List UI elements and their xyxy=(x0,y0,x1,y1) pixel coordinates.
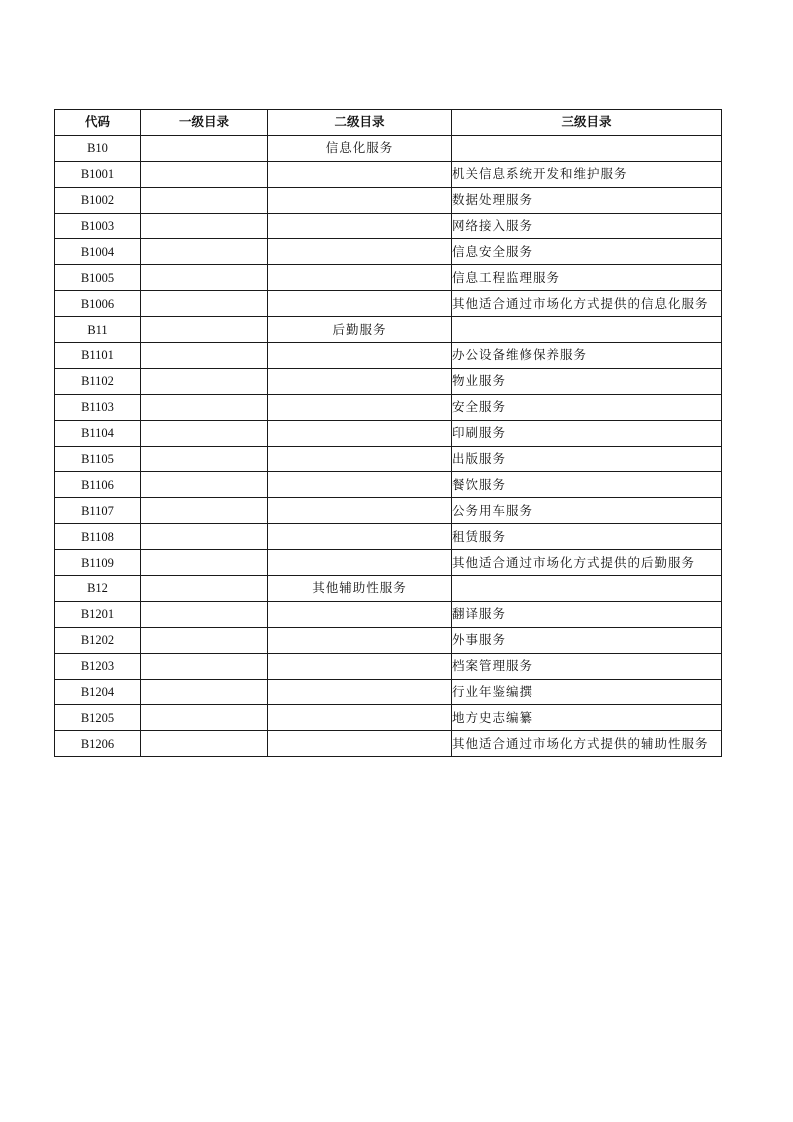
level3-cell xyxy=(452,317,722,343)
level2-cell xyxy=(268,291,452,317)
level3-cell: 其他适合通过市场化方式提供的后勤服务 xyxy=(452,550,722,576)
level2-cell xyxy=(268,472,452,498)
level3-cell: 其他适合通过市场化方式提供的信息化服务 xyxy=(452,291,722,317)
level1-cell xyxy=(141,213,268,239)
code-cell: B1003 xyxy=(55,213,141,239)
level1-cell xyxy=(141,446,268,472)
code-cell: B1004 xyxy=(55,239,141,265)
code-cell: B1005 xyxy=(55,265,141,291)
level3-cell: 机关信息系统开发和维护服务 xyxy=(452,161,722,187)
level3-cell: 网络接入服务 xyxy=(452,213,722,239)
table-row xyxy=(55,265,722,291)
table-row xyxy=(55,343,722,369)
level2-cell xyxy=(268,343,452,369)
table-row xyxy=(55,498,722,524)
level3-cell: 信息安全服务 xyxy=(452,239,722,265)
level1-cell xyxy=(141,291,268,317)
level1-cell xyxy=(141,394,268,420)
level1-cell xyxy=(141,705,268,731)
level1-cell xyxy=(141,550,268,576)
level1-cell xyxy=(141,368,268,394)
code-cell: B1101 xyxy=(55,343,141,369)
level3-cell: 档案管理服务 xyxy=(452,653,722,679)
code-cell: B1206 xyxy=(55,731,141,757)
code-cell: B11 xyxy=(55,317,141,343)
level2-cell xyxy=(268,550,452,576)
level2-cell xyxy=(268,498,452,524)
level1-cell xyxy=(141,576,268,602)
level1-cell xyxy=(141,731,268,757)
table-row xyxy=(55,239,722,265)
code-cell: B1104 xyxy=(55,420,141,446)
level1-cell xyxy=(141,601,268,627)
level2-cell xyxy=(268,187,452,213)
code-cell: B1102 xyxy=(55,368,141,394)
level1-cell xyxy=(141,679,268,705)
code-cell: B10 xyxy=(55,135,141,161)
code-cell: B1203 xyxy=(55,653,141,679)
table-row xyxy=(55,135,722,161)
table-row xyxy=(55,627,722,653)
code-cell: B1205 xyxy=(55,705,141,731)
table-row xyxy=(55,601,722,627)
level3-cell: 出版服务 xyxy=(452,446,722,472)
level3-cell: 信息工程监理服务 xyxy=(452,265,722,291)
level1-cell xyxy=(141,265,268,291)
level3-cell: 行业年鉴编撰 xyxy=(452,679,722,705)
level3-cell: 数据处理服务 xyxy=(452,187,722,213)
table-header xyxy=(55,110,722,136)
level1-cell xyxy=(141,343,268,369)
service-catalog-table xyxy=(54,109,722,757)
level2-cell xyxy=(268,446,452,472)
table-body xyxy=(55,135,722,756)
level3-cell: 餐饮服务 xyxy=(452,472,722,498)
table-row xyxy=(55,472,722,498)
code-cell: B1002 xyxy=(55,187,141,213)
code-cell: B1109 xyxy=(55,550,141,576)
table-row xyxy=(55,161,722,187)
level1-cell xyxy=(141,187,268,213)
table-row xyxy=(55,368,722,394)
level1-cell xyxy=(141,472,268,498)
level3-cell: 办公设备维修保养服务 xyxy=(452,343,722,369)
level2-cell xyxy=(268,524,452,550)
table-row xyxy=(55,213,722,239)
level1-cell xyxy=(141,317,268,343)
level1-cell xyxy=(141,239,268,265)
level3-cell xyxy=(452,135,722,161)
level2-cell: 信息化服务 xyxy=(268,135,452,161)
level3-cell: 印刷服务 xyxy=(452,420,722,446)
level1-cell xyxy=(141,135,268,161)
level3-cell: 安全服务 xyxy=(452,394,722,420)
table-row xyxy=(55,317,722,343)
level3-cell: 其他适合通过市场化方式提供的辅助性服务 xyxy=(452,731,722,757)
level2-cell xyxy=(268,731,452,757)
level1-cell xyxy=(141,653,268,679)
level2-cell xyxy=(268,705,452,731)
code-cell: B1106 xyxy=(55,472,141,498)
table-row xyxy=(55,420,722,446)
level2-cell xyxy=(268,368,452,394)
code-cell: B12 xyxy=(55,576,141,602)
table-row xyxy=(55,550,722,576)
code-cell: B1201 xyxy=(55,601,141,627)
table-row xyxy=(55,679,722,705)
code-cell: B1001 xyxy=(55,161,141,187)
level2-cell xyxy=(268,213,452,239)
header-level2: 二级目录 xyxy=(268,110,452,136)
level3-cell: 物业服务 xyxy=(452,368,722,394)
table-row xyxy=(55,705,722,731)
code-cell: B1108 xyxy=(55,524,141,550)
header-code: 代码 xyxy=(55,110,141,136)
level3-cell: 外事服务 xyxy=(452,627,722,653)
code-cell: B1105 xyxy=(55,446,141,472)
level1-cell xyxy=(141,420,268,446)
table-row xyxy=(55,653,722,679)
code-cell: B1006 xyxy=(55,291,141,317)
table-row xyxy=(55,446,722,472)
level2-cell xyxy=(268,420,452,446)
level3-cell xyxy=(452,576,722,602)
level3-cell: 公务用车服务 xyxy=(452,498,722,524)
code-cell: B1204 xyxy=(55,679,141,705)
level2-cell xyxy=(268,653,452,679)
table-row xyxy=(55,187,722,213)
level1-cell xyxy=(141,498,268,524)
level2-cell xyxy=(268,394,452,420)
level3-cell: 地方史志编纂 xyxy=(452,705,722,731)
level3-cell: 租赁服务 xyxy=(452,524,722,550)
level1-cell xyxy=(141,524,268,550)
table-row xyxy=(55,524,722,550)
level2-cell xyxy=(268,161,452,187)
code-cell: B1202 xyxy=(55,627,141,653)
level2-cell xyxy=(268,679,452,705)
code-cell: B1103 xyxy=(55,394,141,420)
level2-cell xyxy=(268,601,452,627)
header-level3: 三级目录 xyxy=(452,110,722,136)
table-row xyxy=(55,394,722,420)
level3-cell: 翻译服务 xyxy=(452,601,722,627)
code-cell: B1107 xyxy=(55,498,141,524)
header-row xyxy=(55,110,722,136)
level2-cell: 其他辅助性服务 xyxy=(268,576,452,602)
table-row xyxy=(55,731,722,757)
level2-cell: 后勤服务 xyxy=(268,317,452,343)
level2-cell xyxy=(268,239,452,265)
level2-cell xyxy=(268,627,452,653)
level1-cell xyxy=(141,161,268,187)
level2-cell xyxy=(268,265,452,291)
table-row xyxy=(55,291,722,317)
header-level1: 一级目录 xyxy=(141,110,268,136)
level1-cell xyxy=(141,627,268,653)
table-row xyxy=(55,576,722,602)
